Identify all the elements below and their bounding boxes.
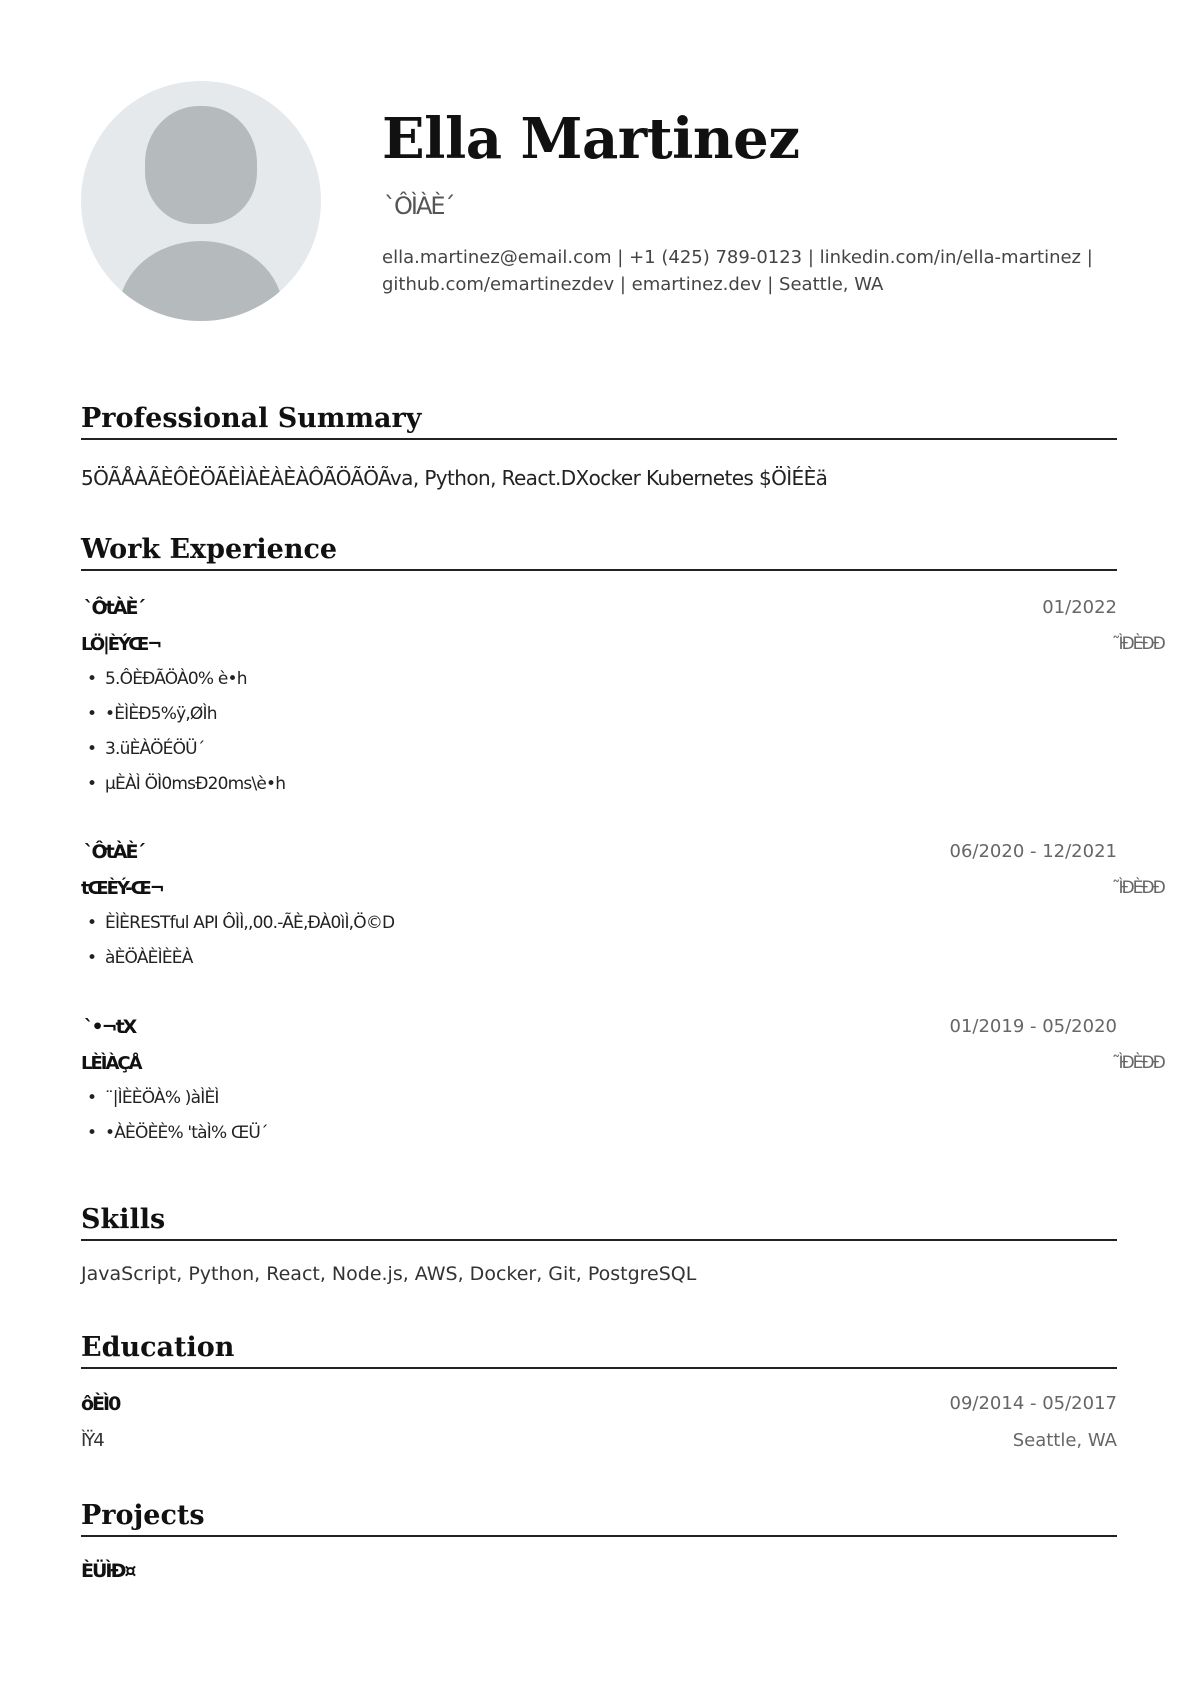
education-degree: ÌŸ4 [81, 1430, 103, 1451]
education-school: ôÈÌ0 [81, 1393, 120, 1415]
job-bullets [81, 1081, 268, 1151]
job-bullets [81, 662, 285, 802]
skills-list: JavaScript, Python, React, Node.js, AWS, Docker, Git, PostgreSQL [81, 1263, 697, 1285]
candidate-name: Ella Martinez [382, 106, 800, 172]
job-title: `ÔtÀÈ´ [84, 597, 144, 619]
job-bullet: • •ÀÈÖÈÈ% 'tàÌ% ŒÜ´ [81, 1116, 268, 1151]
job-date: 06/2020 - 12/2021 [949, 841, 1117, 862]
education-location: Seattle, WA [1012, 1430, 1117, 1451]
contact-line: ella.martinez@email.com | +1 (425) 789-0123 | linkedin.com/in/ella-martinez | [382, 247, 1093, 268]
job-bullet: • ¨|ÌÈÈÖÀ% )àÌÈÌ [81, 1081, 268, 1116]
job-company: LÖ|ÈÝŒ¬ [81, 634, 161, 655]
job-bullet: • µÈÀÌ ÖÌ0msÐ20ms\è•h [81, 767, 285, 802]
project-name: ÈÜÌÐ¤ [81, 1560, 135, 1582]
section-title-experience: Work Experience [81, 534, 1117, 571]
job-location: ˜ÌÐÈÐÐ [1112, 1053, 1164, 1073]
job-location: ˜ÌÐÈÐÐ [1112, 634, 1164, 654]
avatar-body-shape [119, 241, 283, 321]
job-title: `ÔtÀÈ´ [84, 841, 144, 863]
job-title: `•¬tX [84, 1016, 136, 1038]
job-bullet: • 5.ÔÈÐÃÖÀ0% è•h [81, 662, 285, 697]
contact-info [382, 244, 1122, 298]
education-date: 09/2014 - 05/2017 [949, 1393, 1117, 1414]
job-date: 01/2019 - 05/2020 [949, 1016, 1117, 1037]
section-title-summary: Professional Summary [81, 403, 1117, 440]
job-bullet: • àÈÖÀÈÌÈÈÀ [81, 941, 394, 976]
job-bullet: • •ÈÌÈÐ5%ÿ,ØÌh [81, 697, 285, 732]
contact-line: github.com/emartinezdev | emartinez.dev | Seattle, WA [382, 274, 884, 295]
avatar [81, 81, 321, 321]
summary-text: 5ÖÃÅÀÃÈÔÈÖÃÈÌÀÈÀÈÀÔÃÖÃÖÃva, Python, React.DXocker Kubernetes $ÖÌÉÈä [81, 466, 828, 490]
job-location: ˜ÌÐÈÐÐ [1112, 878, 1164, 898]
job-bullet: • ÈÌÈRESTful API ÔÌÌ,,00.-ÃÈ,ÐÀ0ìÌ,Ö©D [81, 906, 394, 941]
avatar-head-shape [145, 106, 257, 224]
job-bullet: • 3.üÈÀÖÉÖÜ´ [81, 732, 285, 767]
section-title-education: Education [81, 1332, 1117, 1369]
job-company: tŒÈÝ-Œ¬ [81, 878, 163, 899]
job-company: LÈÌÀÇÅ [81, 1053, 141, 1074]
job-bullets [81, 906, 394, 976]
job-date: 01/2022 [1042, 597, 1117, 618]
section-title-projects: Projects [81, 1500, 1117, 1537]
candidate-headline: `ÔÌÀÈ´ [384, 192, 454, 220]
section-title-skills: Skills [81, 1204, 1117, 1241]
